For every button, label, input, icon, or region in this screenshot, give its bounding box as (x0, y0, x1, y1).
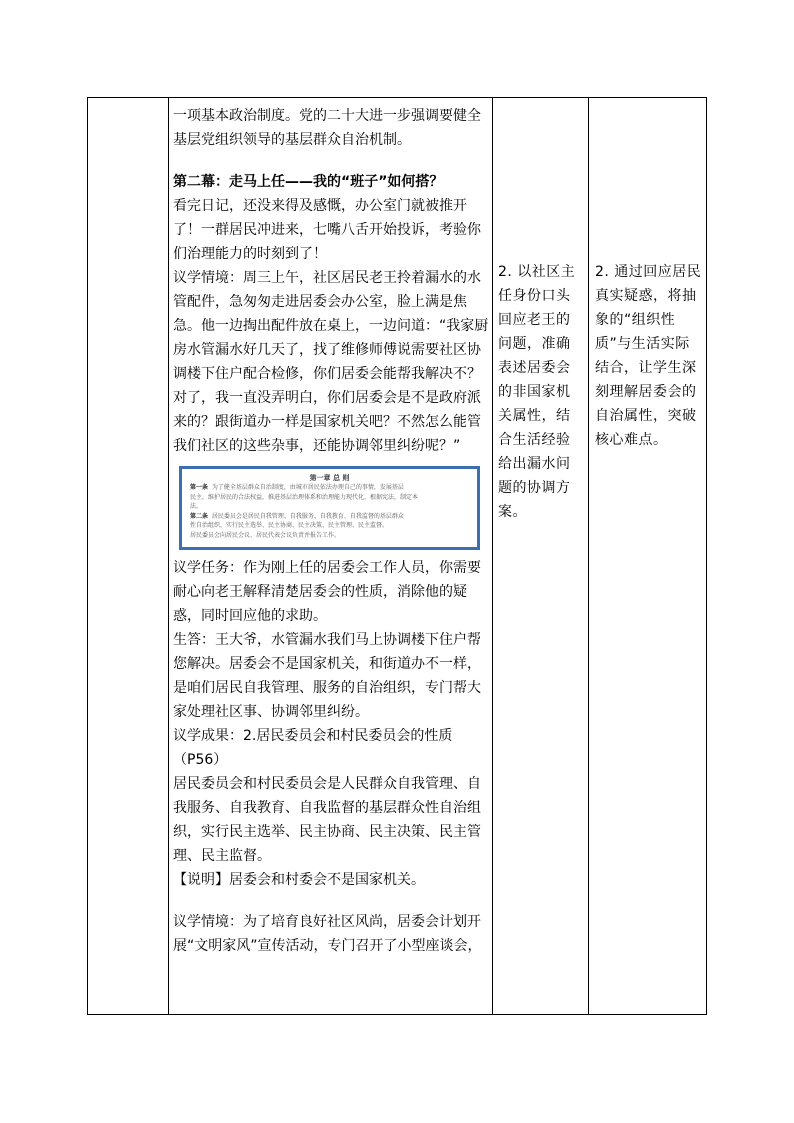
law-excerpt-line: 民主，维护居民的合法权益，推进基层治理体系和治理能力现代化，根据宪法，制定本 (190, 493, 419, 501)
discussion-result-body: 居民委员会和村民委员会是人民群众自我管理、自我服务、自我教育、自我监督的基层群众性自治组织，实行民主选举、民主协商、民主决策、民主管理、民主监督。 (173, 776, 481, 864)
law-excerpt-line (190, 483, 469, 493)
discussion-scenario-2: 议学情境：为了培育良好社区风尚，居委会计划开展“文明家风”宣传活动，专门召开了小型座谈会， (173, 914, 482, 954)
law-excerpt-line: 法。 (190, 503, 203, 510)
note: 【说明】居委会和村委会不是国家机关。 (173, 872, 425, 888)
law-excerpt-line (190, 512, 469, 522)
paragraph-intro: 一项基本政治制度。党的二十大进一步强调要健全基层党组织领导的基层群众自治机制。 (173, 108, 481, 148)
law-article-label: 第一条 (190, 484, 209, 491)
student-activity-text: 2. 以社区主任身份口头回应老王的问题，准确表述居委会的非国家机关属性，结合生活经验给出漏水问题的协调方案。 (498, 264, 576, 520)
paragraph-scene: 看完日记，还没来得及感慨，办公室门就被推开了！一群居民冲进来，七嘴八舌开始投诉，考验你们治理能力的时刻到了！ (173, 198, 481, 262)
law-excerpt-title: 第一章 总 则 (309, 474, 350, 482)
law-excerpt-text: 居民委员会是居民自我管理、自我服务、自我教育、自我监督的基层群众 (211, 512, 404, 520)
law-excerpt-line: 居民委员会向居民会议、居民代表会议负责并报告工作。 (190, 531, 341, 539)
discussion-task: 议学任务：作为刚上任的居委会工作人员，你需要耐心向老王解释清楚居委会的性质，消除他的疑惑，同时回应他的求助。 (173, 560, 481, 624)
student-answer: 生答：王大爷，水管漏水我们马上协调楼下住户帮您解决。居委会不是国家机关，和街道办不一样，是咱们居民自我管理、服务的自治组织，专门帮大家处理社区事、协调邻里纠纷。 (173, 632, 481, 720)
law-excerpt-image (179, 466, 480, 550)
discussion-result-heading: 议学成果：2.居民委员会和村民委员会的性质（P56） (173, 728, 453, 768)
design-intent-text: 2. 通过回应居民真实疑惑，将抽象的“组织性质”与生活实际结合，让学生深刻理解居委会的自治属性，突破核心难点。 (595, 264, 702, 448)
act-two-title: 第二幕：走马上任——我的“班子”如何搭？ (173, 174, 444, 190)
law-article-label: 第二条 (190, 512, 209, 520)
lesson-plan-table (87, 97, 707, 1015)
student-activity-column (492, 98, 586, 524)
law-excerpt-line: 性自治组织，实行民主选举、民主协商、民主决策、民主管理、民主监督。 (190, 522, 389, 529)
law-excerpt-text: 为了健全基层群众自治制度，由城市居民依法办理自己的事情，发展基层 (211, 484, 404, 491)
design-intent-column (589, 98, 707, 452)
teaching-process-column (169, 98, 494, 958)
discussion-scenario: 议学情境：周三上午，社区居民老王拎着漏水的水管配件，急匆匆走进居委会办公室，脸上满是焦急。他一边掏出配件放在桌上，一边问道：“我家厨房水管漏水好几天了，找了维修师傅说需要社区协调楼下住户配合检修，你们居委会能帮我解决不？对了，我一直没弄明白，你们居委会是不是政府派来的？跟街道办一样是国家机关吧？不然怎么能管我们社区的这些杂事，还能协调邻里纠纷呢？” (173, 270, 489, 454)
